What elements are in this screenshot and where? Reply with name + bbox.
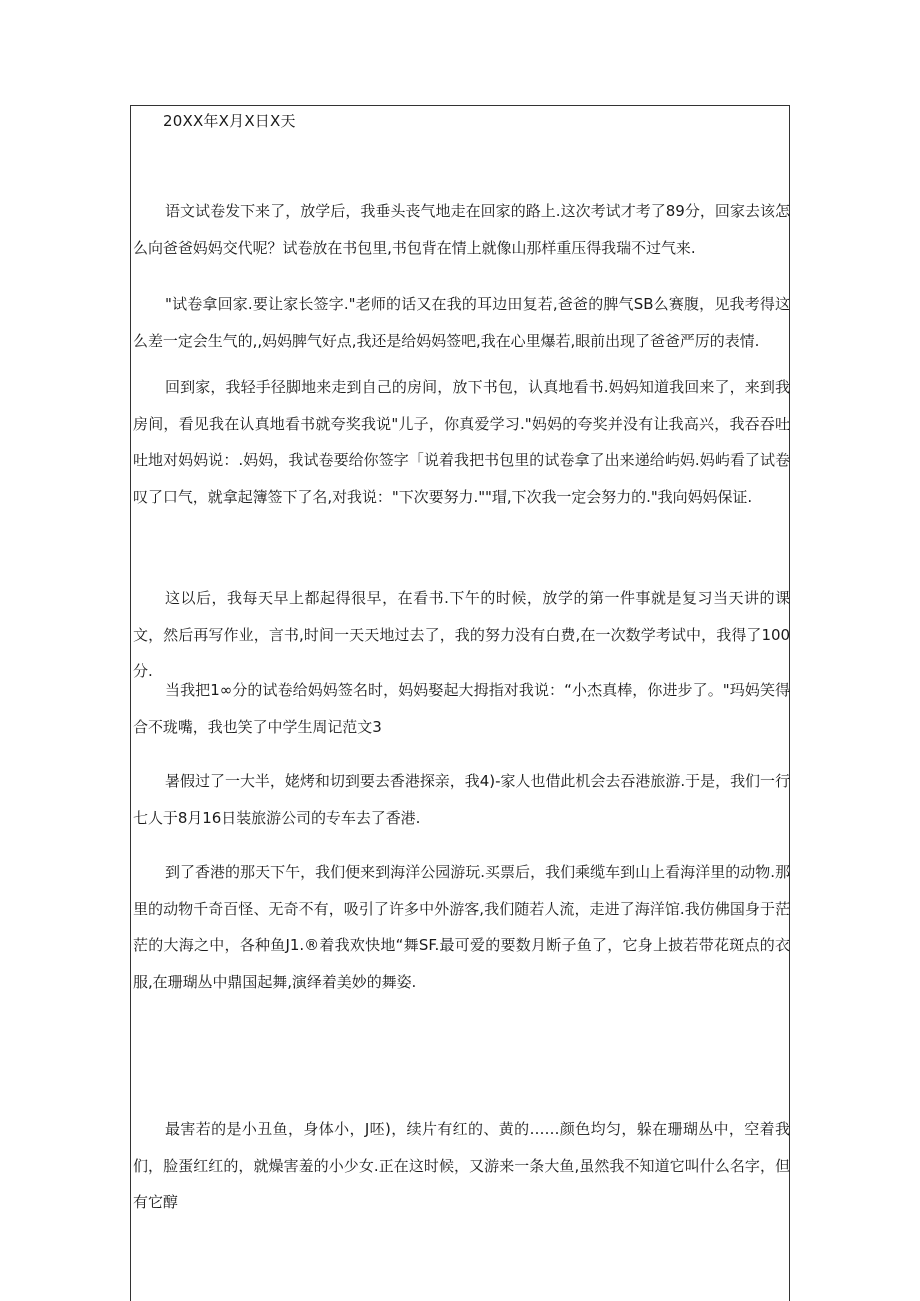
paragraph: 这以后，我每天早上都起得很早，在看书.下午的时候，放学的第一件事就是复习当天讲的课文，然后再写作业，言书,时间一天天地过去了，我的努力没有白费,在一次数学考试中，我得了100分. [133,589,790,681]
paragraph: 语文试卷发下来了，放学后，我垂头丧气地走在回家的路上.这次考试才考了89分，回家去该怎么向爸爸妈妈交代呢？试卷放在书包里,书包背在情上就像山那样重压得我瑞不过气来. [133,202,790,257]
paragraph: 到了香港的那天下午，我们便来到海洋公园游玩.买票后，我们乘缆车到山上看海洋里的动物.那里的动物千奇百怪、无奇不有，吸引了许多中外游客,我们随若人流，走进了海洋馆.我仿佛国身于茫茫的大海之中，各种鱼J1.®着我欢快地“舞SF.最可爱的要数月断子鱼了，它身上披若带花斑点的衣服,在珊瑚丛中鼎国起舞,演绎着美妙的舞姿. [133,863,790,991]
paragraph: "试卷拿回家.要让家长签字."老师的话又在我的耳边田复若,爸爸的脾气SB么赛腹，见我考得这么差一定会生气的,,妈妈脾气好点,我还是给妈妈签吧,我在心里爆若,眼前出现了爸爸严厉的表情. [133,295,790,350]
paragraph: 暑假过了一大半，姥烤和切到要去香港探亲，我4)-家人也借此机会去吞港旅游.于是，我们一行七人于8月16日装旅游公司的专车去了香港. [133,772,790,827]
date-line: 20XX年X月X日X天 [163,112,296,130]
paragraph: 回到家，我轻手径脚地来走到自己的房间，放下书包，认真地看书.妈妈知道我回来了，来到我房间，看见我在认真地看书就夸奖我说"儿子，你真爱学习."妈妈的夸奖并没有让我高兴，我吞吞吐吐地对妈妈说：.妈妈，我试卷要给你签字「说着我把书包里的试卷拿了出来递给屿妈.妈屿看了试卷叹了口气，就拿起簿签下了名,对我说："下次要努力.""瑁,下次我一定会努力的."我向妈妈保证. [133,378,790,506]
paragraph: 最害若的是小丑鱼，身体小，J呸)，续片有红的、黄的……颜色均匀，躲在珊瑚丛中，空着我们，脸蛋红红的，就燥害羞的小少女.正在这时候，又游来一条大鱼,虽然我不知道它叫什么名字，但有它醇 [133,1120,790,1212]
paragraph: 当我把1∞分的试卷给妈妈签名时，妈妈娶起大拇指对我说：“小杰真棒，你进步了。"玛妈笑得合不珑嘴，我也笑了中学生周记范文3 [133,681,790,736]
